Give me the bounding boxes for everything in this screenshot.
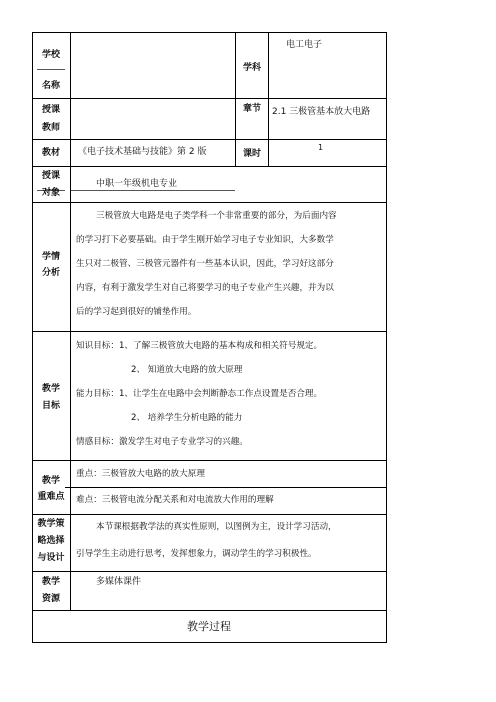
textbook-label: 教材 <box>41 148 60 158</box>
key-difficulty: 难点：三极管电流分配关系和对电流放大作用的理解 <box>76 495 274 505</box>
column-divider <box>235 32 236 166</box>
resources-value: 多媒体课件 <box>96 577 142 587</box>
key-points-label-top: 教学 <box>41 476 60 486</box>
analysis-line: 内容，有利于激发学生对自己将要学习的电子专业产生兴趣，并为以 <box>76 283 334 293</box>
objective-line: 2、 知道放大电路的放大原理 <box>131 365 243 375</box>
column-divider <box>268 32 269 166</box>
row-divider <box>32 610 386 611</box>
subject-label: 学科 <box>242 63 261 73</box>
analysis-line: 后的学习起到很好的铺垫作用。 <box>76 307 197 317</box>
table-border-top <box>32 32 386 33</box>
row-divider <box>32 514 386 515</box>
hours-value: 1 <box>318 143 324 152</box>
row-divider <box>32 166 386 167</box>
key-points-label-bottom: 重难点 <box>37 492 65 502</box>
school-label-bottom: 名称 <box>41 81 60 91</box>
table-border-right <box>386 32 387 643</box>
table-border-bottom <box>32 642 386 643</box>
key-focus: 重点：三极管放大电路的放大原理 <box>76 469 205 479</box>
row-divider <box>32 139 386 140</box>
analysis-label-bottom: 分析 <box>41 268 60 278</box>
audience-label-bottom: 对象 <box>41 188 60 198</box>
teacher-label-top: 授课 <box>41 105 60 115</box>
row-divider <box>32 571 386 572</box>
resources-label-bottom: 资源 <box>41 594 60 604</box>
audience-label-top: 授课 <box>41 171 60 181</box>
objectives-label-bottom: 目标 <box>41 401 60 411</box>
strategy-label-line: 与设计 <box>37 553 65 563</box>
strategy-label-line: 教学策 <box>37 519 65 529</box>
chapter-label: 章节 <box>242 104 261 114</box>
process-title: 教学过程 <box>187 620 231 633</box>
objective-line: 能力目标：1、让学生在电路中会判断静态工作点设置是否合理。 <box>76 389 323 399</box>
strategy-line: 引导学生主动进行思考，发挥想象力，调动学生的学习积极性。 <box>76 549 317 559</box>
row-divider <box>32 202 386 203</box>
row-divider <box>32 98 386 99</box>
hours-label: 课时 <box>242 149 261 159</box>
strategy-line: 本节课根据教学法的真实性原则，以图例为主，设计学习活动， <box>96 522 337 532</box>
chapter-value: 2.1 三极管基本放大电路 <box>272 107 371 117</box>
teacher-label-bottom: 教师 <box>41 123 60 133</box>
objective-line: 情感目标：激发学生对电子专业学习的兴趣。 <box>76 437 248 447</box>
analysis-line: 的学习打下必要基础。由于学生刚开始学习电子专业知识，大多数学 <box>76 235 334 245</box>
key-points-divider <box>65 487 386 488</box>
resources-label-top: 教学 <box>41 577 60 587</box>
row-divider <box>32 331 386 332</box>
school-name-field[interactable] <box>78 60 228 74</box>
subject-value: 电工电子 <box>286 40 323 50</box>
objectives-label-top: 教学 <box>41 384 60 394</box>
audience-value: 中职一年级机电专业 <box>96 179 178 189</box>
strategy-label-line: 略选择 <box>37 536 65 546</box>
analysis-line: 三极管放大电路是电子类学科一个非常重要的部分，为后面内容 <box>96 211 337 221</box>
label-underline <box>37 69 65 70</box>
teacher-name-field[interactable] <box>78 112 228 126</box>
objective-line: 2、 培养学生分析电路的能力 <box>131 413 243 423</box>
objective-line: 知识目标：1、了解三极管放大电路的基本构成和相关符号规定。 <box>76 341 323 351</box>
textbook-value: 《电子技术基础与技能》第 2 版 <box>78 147 207 157</box>
row-divider <box>32 460 386 461</box>
analysis-label-top: 学情 <box>41 252 60 262</box>
school-label-top: 学校 <box>41 50 60 60</box>
analysis-line: 生只对二极管、三极管元器件有一些基本认识，因此，学习好这部分 <box>76 259 334 269</box>
